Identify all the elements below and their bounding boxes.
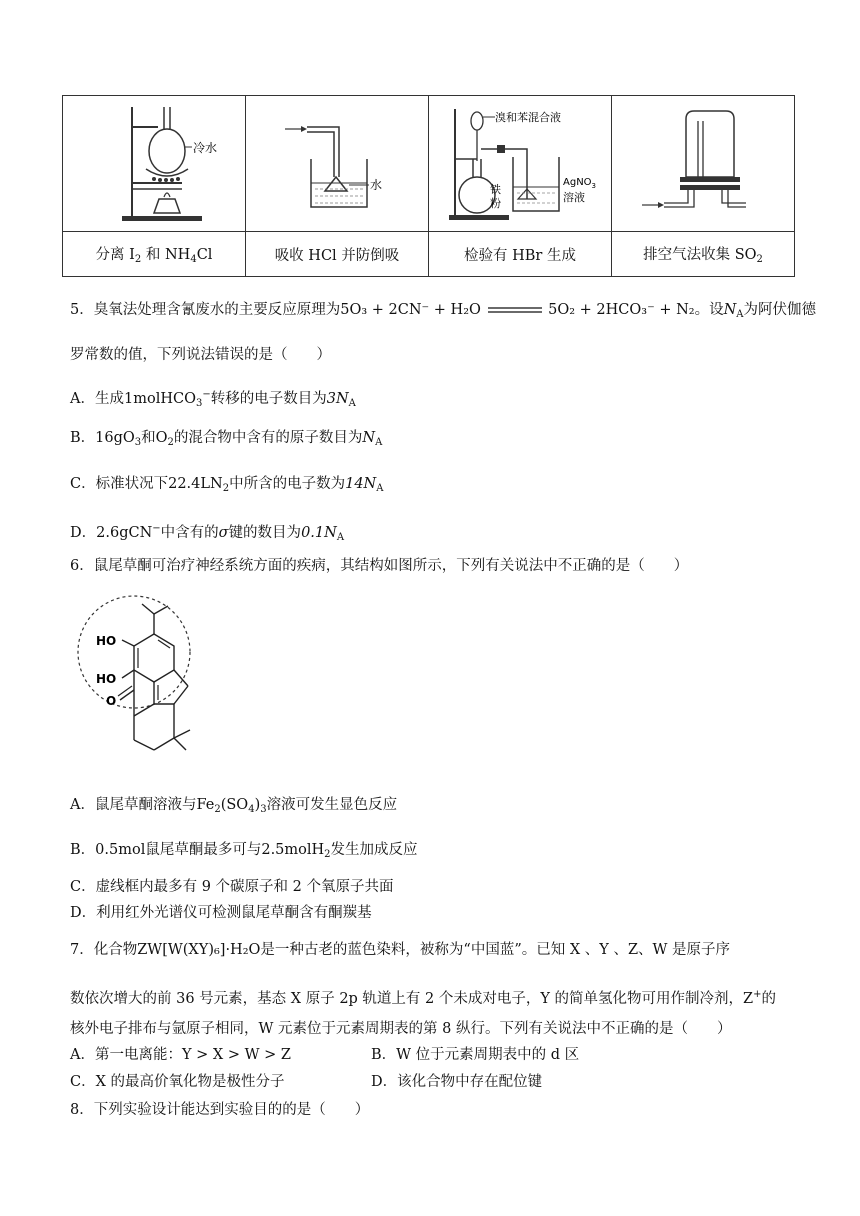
cold-water-label: 冷水 (193, 141, 218, 155)
q7-option-d: D．该化合物中存在配位键 (371, 1074, 543, 1090)
q6-option-d: D．利用红外光谱仪可检测鼠尾草酮含有酮羰基 (70, 905, 372, 921)
q6-stem: 6．鼠尾草酮可治疗神经系统方面的疾病，其结构如图所示，下列有关说法中不正确的是（ ） (70, 558, 689, 574)
equals-sign-icon (486, 305, 544, 315)
q7-stem-line3: 核外电子排布与氩原子相同，W 元素位于元素周期表的第 8 纵行。下列有关说法中不正确的是（ ） (70, 1021, 732, 1037)
apparatus-absorb (246, 96, 429, 232)
q7-stem-line2: 数依次增大的前 36 号元素，基态 X 原子 2p 轨道上有 2 个未成对电子，Y 的简单氢化物可用作制冷剂，Z+的 (70, 989, 777, 1007)
powder-label: 粉 (490, 197, 501, 210)
q5-option-c: C．标准状况下$22.4LN_2$中所含的电子数为$14N_A$ (70, 476, 384, 494)
apparatus-hbr (429, 96, 612, 232)
q5-stem-line1: 5．臭氧法处理含氰废水的主要反应原理为5O₃ + 2CN⁻ + H₂O 5O₂ + 2HCO₃⁻ + N₂。设$N_A$为阿伏伽德 (70, 302, 817, 320)
salvia-ketone-structure (70, 590, 200, 760)
q5-option-b: B．$16gO_3$和$O_2$的混合物中含有的原子数目为$N_A$ (70, 430, 383, 448)
caption-hbr: 检验有 HBr 生成 (429, 232, 612, 277)
carbonyl-oxygen-label: O (106, 694, 117, 708)
q7-stem-line1: 7．化合物ZW[W(XY)₆]·H₂O是一种古老的蓝色染料，被称为“中国蓝”。已知 X 、Y 、Z、W 是原子序 (70, 942, 731, 958)
q6-option-c: C．虚线框内最多有 9 个碳原子和 2 个氧原子共面 (70, 879, 394, 895)
q5-option-d: D．2.6gCN−中含有的σ键的数目为$0.1N_A$ (70, 523, 345, 543)
bromine-benzene-label: 溴和苯混合液 (495, 111, 561, 124)
q7-option-b: B．W 位于元素周期表中的 d 区 (371, 1047, 580, 1063)
caption-separate: 分离 $I_2$ 和 $NH_4Cl$ (63, 232, 246, 277)
q5-option-a: A．生成1molHCO$_3$−转移的电子数目为$3N_A$ (70, 389, 356, 409)
solution-label: 溶液 (563, 191, 585, 204)
q7-option-a: A．第一电离能：Y > X > W > Z (70, 1047, 291, 1063)
apparatus-sublimation (63, 96, 246, 232)
q6-option-b: B．0.5mol鼠尾草酮最多可与2.5molH$_2$发生加成反应 (70, 842, 418, 860)
q6-option-a: A．鼠尾草酮溶液与$Fe_2(SO_4)_3$溶液可发生显色反应 (70, 797, 398, 815)
apparatus-collect (612, 96, 795, 232)
hbr-apparatus-drawing (435, 99, 605, 224)
sublimation-apparatus-drawing (94, 99, 218, 224)
iron-label: 铁 (490, 183, 501, 196)
gas-collect-drawing (628, 99, 778, 224)
q8-stem: 8．下列实验设计能达到实验目的的是（ ） (70, 1102, 370, 1118)
caption-absorb: 吸收 HCl 并防倒吸 (246, 232, 429, 277)
absorb-apparatus-drawing (277, 99, 397, 224)
water-label: 水 (370, 178, 383, 192)
hydroxyl-label-1: HO (96, 634, 117, 648)
q5-stem-line2: 罗常数的值，下列说法错误的是（ ） (70, 347, 331, 363)
apparatus-table (62, 95, 795, 277)
caption-collect: 排空气法收集 $SO_2$ (612, 232, 795, 277)
hydroxyl-label-2: HO (96, 672, 117, 686)
q7-option-c: C．X 的最高价氧化物是极性分子 (70, 1074, 285, 1090)
agno3-label: AgNO$_3$ (563, 177, 597, 190)
